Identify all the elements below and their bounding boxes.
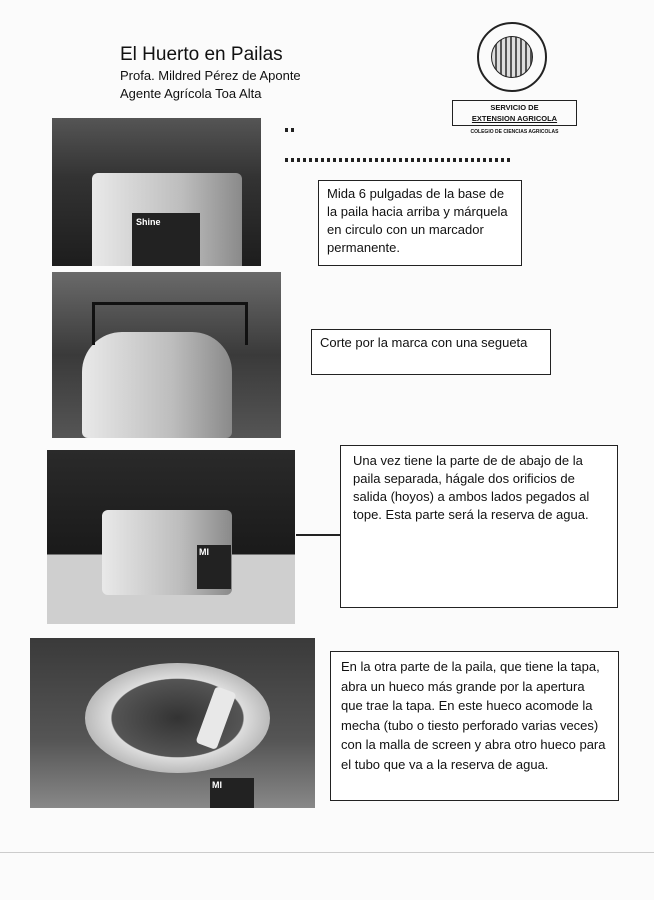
step-4-bucket-label: MI (210, 778, 254, 808)
step-2-photo (52, 272, 281, 438)
author-role: Agente Agrícola Toa Alta (120, 86, 262, 101)
logo-banner-line1: SERVICIO DE (490, 103, 539, 112)
step-1-photo (52, 118, 261, 266)
dotted-divider-short (285, 128, 295, 132)
step-1-bucket-label: Shine (132, 213, 200, 266)
extension-logo (452, 22, 577, 140)
step-2-text: Corte por la marca con una segueta (311, 329, 551, 375)
step-4-photo (30, 638, 315, 808)
step-1-text: Mida 6 pulgadas de la base de la paila hacia arriba y márquela en circulo con un marcador permanente. (318, 180, 522, 266)
logo-banner (452, 100, 577, 126)
bucket-lid (85, 663, 270, 773)
logo-banner-line2: EXTENSION AGRICOLA (471, 114, 558, 123)
hacksaw-frame (92, 302, 248, 345)
university-seal-icon (477, 22, 547, 92)
step-3-bucket-label: MI (197, 545, 231, 589)
dotted-divider (285, 158, 510, 162)
author-name: Profa. Mildred Pérez de Aponte (120, 68, 301, 83)
step-3-text: Una vez tiene la parte de de abajo de la paila separada, hágale dos orificios de salida (hoyos) a ambos lados pegados al tope. Esta parte será la reserva de agua. (340, 445, 618, 608)
page-edge (0, 852, 654, 853)
step-3-photo (47, 450, 295, 624)
step-4-text: En la otra parte de la paila, que tiene la tapa, abra un hueco más grande por la apertura que trae la tapa. En este hueco acomode la mecha (tubo o tiesto perforado varias veces) con la malla de screen y abra otro hueco para el tubo que va a la reserva de agua. (330, 651, 619, 801)
page-title: El Huerto en Pailas (120, 44, 283, 65)
pointer-arrow-icon (296, 534, 341, 536)
logo-college: COLEGIO DE CIENCIAS AGRICOLAS (470, 129, 559, 135)
